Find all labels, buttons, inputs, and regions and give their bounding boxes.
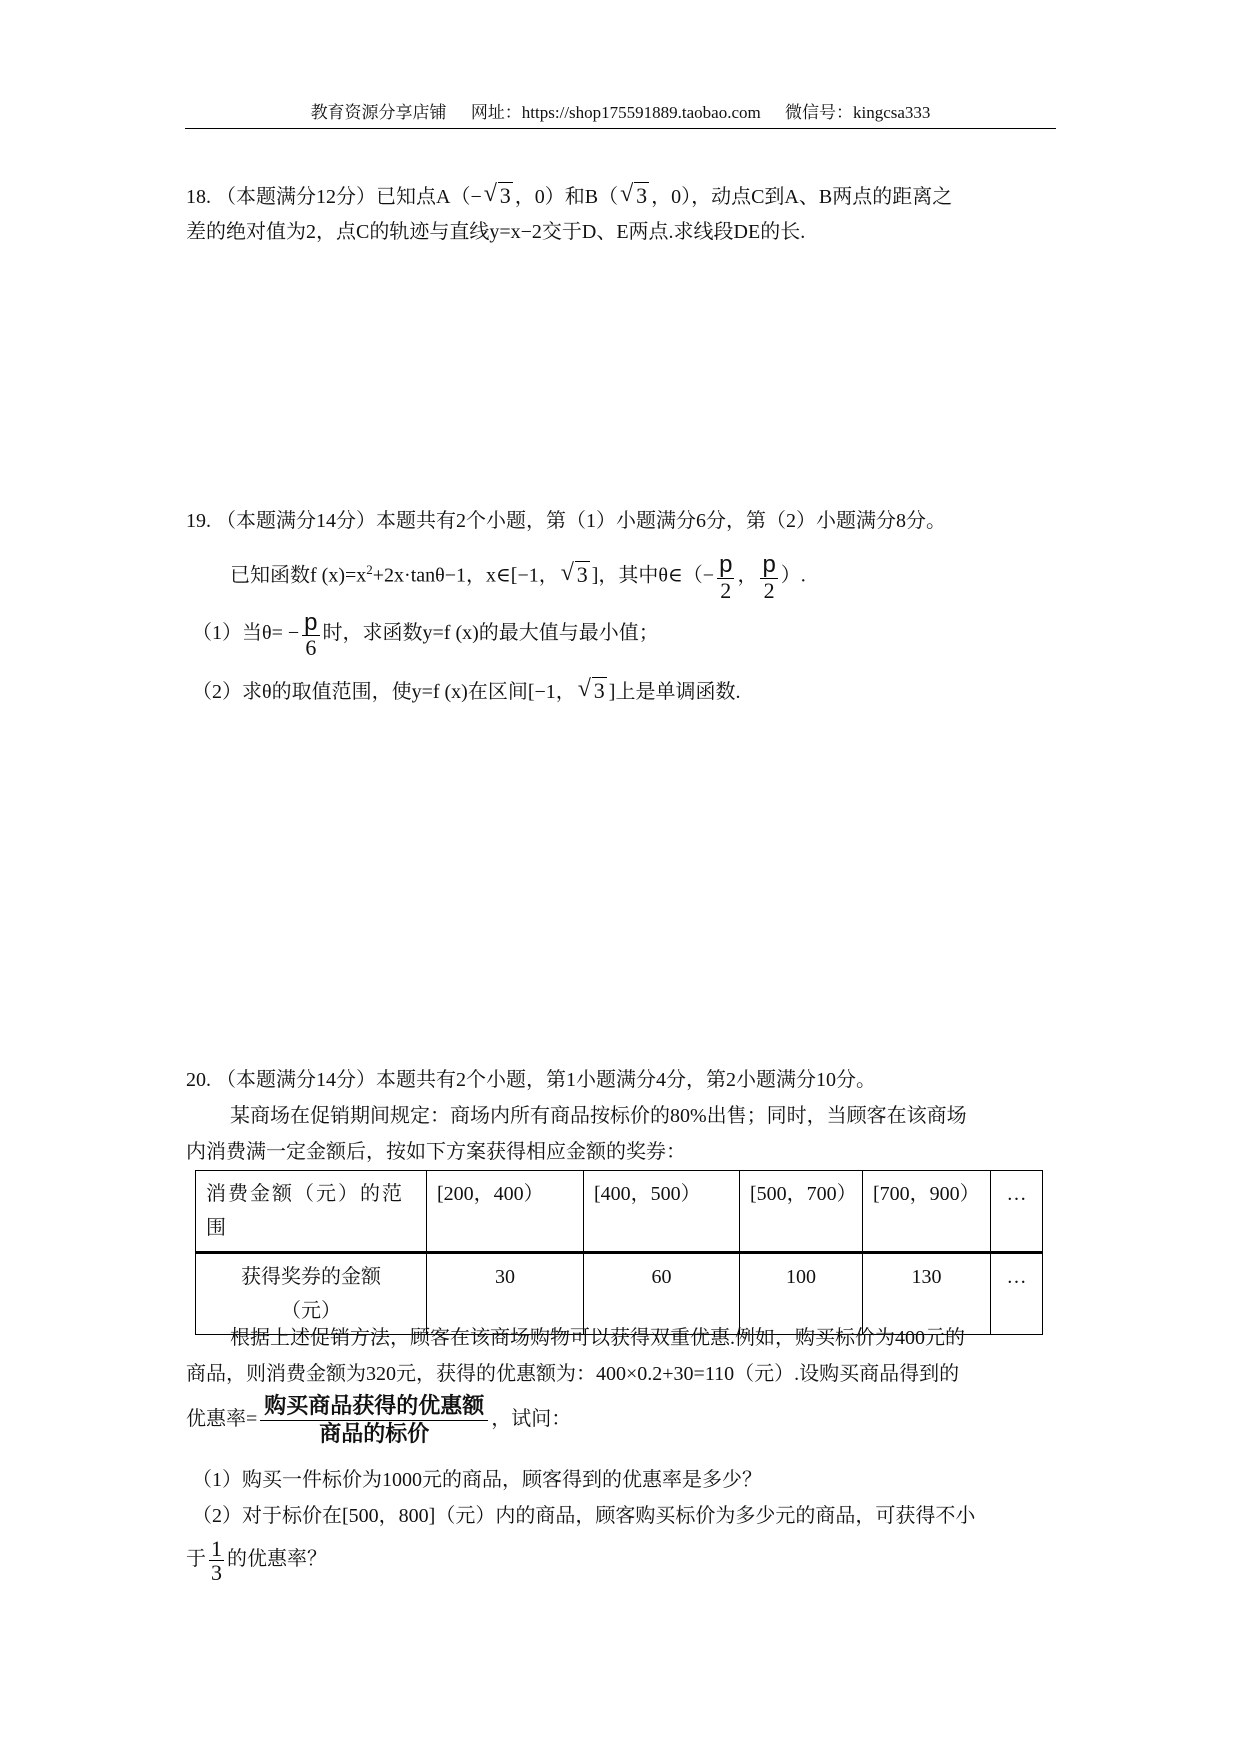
q19-part1 — [192, 610, 659, 659]
sqrt-symbol: √ 3 — [483, 181, 511, 208]
table-cell: 30 — [427, 1253, 584, 1335]
table-cell-header: 消费金额（元）的范围 — [196, 1171, 427, 1253]
frac-num: 1 — [211, 1535, 222, 1561]
q20-part2-b: 的优惠率？ — [227, 1548, 327, 1570]
wechat-id: 微信号：kingcsa333 — [785, 103, 931, 122]
q19-part1-a: （1）当θ= − — [192, 622, 300, 645]
table-cell: [400，500） — [584, 1171, 740, 1253]
table-cell: … — [991, 1253, 1043, 1335]
q20-rate-formula — [186, 1392, 571, 1446]
fraction-pi-over-2 — [760, 552, 777, 601]
shop-name: 教育资源分享店铺 — [310, 103, 447, 122]
q20-part2-line2 — [186, 1534, 327, 1584]
sqrt-symbol: √ 3 — [620, 181, 648, 208]
q19-part1-b: 时，求函数y=f (x)的最大值与最小值； — [322, 622, 659, 645]
sqrt-arg: 3 — [636, 183, 648, 208]
frac-den: 6 — [305, 635, 317, 661]
q20-para2-line1: 根据上述促销方法，顾客在该商场购物可以获得双重优惠.例如，购买标价为400元的 — [230, 1327, 965, 1349]
frac-num: p — [304, 609, 318, 636]
rate-fraction — [260, 1395, 488, 1446]
table-cell: … — [991, 1171, 1043, 1253]
frac-den: 2 — [720, 577, 732, 603]
table-cell-header: 获得奖券的金额（元） — [196, 1253, 427, 1335]
table-cell: 60 — [584, 1253, 740, 1335]
q19-part2 — [192, 673, 740, 710]
q18-line2: 差的绝对值为2，点C的轨迹与直线y=x−2交于D、E两点.求线段DE的长. — [186, 221, 806, 243]
q18-line1 — [186, 178, 952, 215]
q20-part2-line1: （2）对于标价在[500，800]（元）内的商品，顾客购买标价为多少元的商品，可获得不小 — [192, 1505, 976, 1527]
q19-intro: 19. （本题满分14分）本题共有2个小题，第（1）小题满分6分，第（2）小题满分8分。 — [186, 510, 946, 532]
fraction-pi-over-2 — [717, 552, 734, 601]
q20-part1: （1）购买一件标价为1000元的商品，顾客得到的优惠率是多少？ — [192, 1469, 762, 1491]
exponent: 2 — [366, 562, 373, 577]
q19-given-b: +2x·tanθ−1，x∈[−1， — [372, 564, 559, 587]
rate-label: 优惠率= — [186, 1408, 258, 1430]
sqrt-arg: 3 — [576, 561, 588, 587]
q18-text-c: ，0），动点C到A、B两点的距离之 — [651, 186, 953, 208]
frac-num: p — [762, 551, 776, 579]
q20-para1-line1: 某商场在促销期间规定：商场内所有商品按标价的80%出售；同时，当顾客在该商场 — [230, 1105, 967, 1127]
q20-part2-a: 于 — [186, 1548, 206, 1570]
header-divider — [185, 128, 1056, 129]
table-cell: 100 — [740, 1253, 863, 1335]
sep: ， — [737, 564, 758, 587]
q20-para1-line2: 内消费满一定金额后，按如下方案获得相应金额的奖券： — [186, 1141, 686, 1163]
frac-den: 2 — [763, 577, 775, 603]
q19-given-end: ）. — [780, 564, 806, 587]
q18-text-b: ，0）和B（ — [514, 186, 619, 208]
frac-num: 购买商品获得的优惠额 — [260, 1395, 488, 1421]
frac-num: p — [719, 551, 733, 579]
shop-url: 网址：https://shop175591889.taobao.com — [470, 103, 761, 122]
table-row — [196, 1171, 1043, 1253]
q18-text-a: 18. （本题满分12分）已知点A（− — [186, 186, 482, 208]
table-cell: 130 — [863, 1253, 991, 1335]
q20-para2-line2: 商品，则消费金额为320元，获得的优惠额为：400×0.2+30=110（元）.设购买商品得到的 — [186, 1363, 960, 1385]
fraction-one-third — [209, 1537, 224, 1584]
frac-den: 商品的标价 — [319, 1421, 430, 1447]
sqrt-arg: 3 — [593, 678, 605, 703]
q19-given-c: ]，其中θ∈（− — [591, 564, 715, 587]
sqrt-arg: 3 — [499, 183, 511, 208]
frac-den: 3 — [211, 1559, 222, 1585]
sqrt-symbol: √ 3 — [560, 559, 588, 587]
q19-part2-b: ]上是单调函数. — [608, 681, 741, 703]
reward-table — [195, 1170, 1043, 1335]
table-cell: [500，700） — [740, 1171, 863, 1253]
fraction-pi-over-6 — [302, 610, 319, 659]
table-cell: [700，900） — [863, 1171, 991, 1253]
q20-intro: 20. （本题满分14分）本题共有2个小题，第1小题满分4分，第2小题满分10分。 — [186, 1069, 876, 1091]
rate-tail: ，试问： — [491, 1408, 572, 1430]
q19-part2-a: （2）求θ的取值范围，使y=f (x)在区间[−1， — [192, 681, 576, 703]
table-cell: [200，400） — [427, 1171, 584, 1253]
sqrt-symbol: √ 3 — [577, 676, 605, 703]
q19-given — [230, 548, 806, 602]
page-header — [0, 98, 1241, 123]
q19-given-a: 已知函数f (x)=x — [230, 564, 367, 587]
